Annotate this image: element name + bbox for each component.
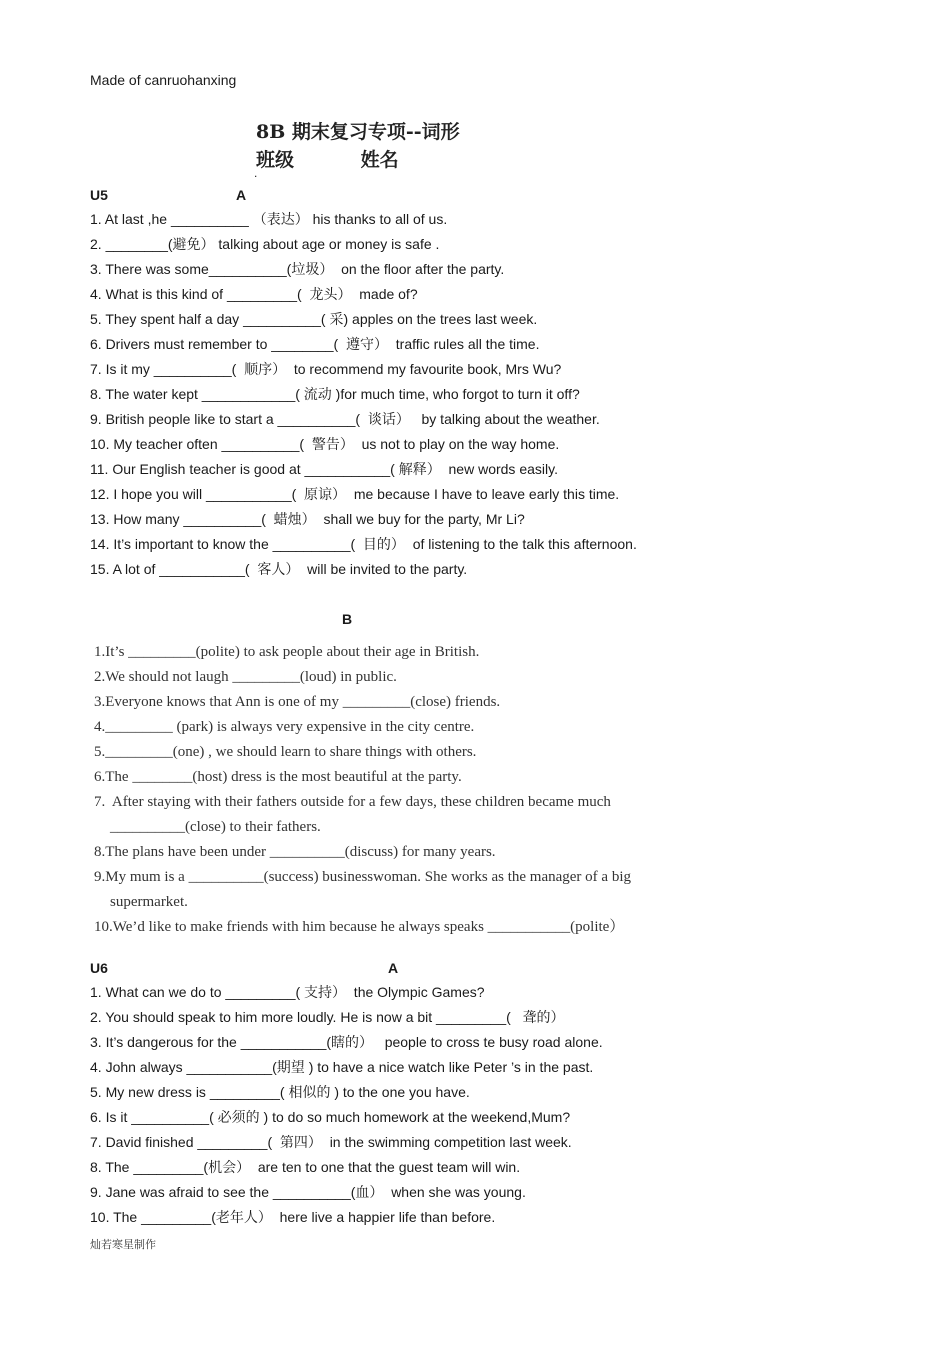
title-line: 8B 期末复习专项--词形	[256, 121, 460, 143]
unit-label: U6	[90, 960, 108, 976]
question-item-continued: supermarket.	[110, 894, 188, 910]
question-item: 9.My mum is a __________(success) businesswoman. She works as the manager of a big	[94, 869, 631, 885]
question-item: 5. My new dress is _________( 相似的 ) to the one you have.	[90, 1084, 470, 1100]
question-item: 1.It’s _________(polite) to ask people about their age in British.	[94, 644, 480, 660]
question-item: 15. A lot of ___________( 客人） will be invited to the party.	[90, 561, 468, 577]
question-item: 4. John always ___________(期望 ) to have a nice watch like Peter ’s in the past.	[90, 1059, 594, 1075]
part-a-label: A	[236, 187, 247, 203]
question-item: 4._________ (park) is always very expensive in the city centre.	[94, 719, 475, 735]
part-a-label: A	[388, 960, 399, 976]
question-item: 3. It’s dangerous for the ___________(瞎的） people to cross te busy road alone.	[90, 1034, 603, 1050]
question-item: 10. My teacher often __________( 警告） us not to play on the way home.	[90, 436, 560, 452]
stray-dot: .	[254, 166, 258, 180]
question-item: 12. I hope you will ___________( 原谅） me because I have to leave early this time.	[90, 486, 620, 502]
unit-label: U5	[90, 187, 108, 203]
question-item-continued: __________(close) to their fathers.	[110, 819, 321, 835]
u5-part-b-questions	[94, 640, 631, 940]
question-item: 1. At last ,he __________ （表达） his thanks to all of us.	[90, 211, 448, 227]
question-item: 3. There was some__________(垃圾） on the floor after the party.	[90, 261, 505, 277]
class-label: 班级	[256, 149, 295, 171]
question-item: 10.We’d like to make friends with him because he always speaks ___________(polite）	[94, 919, 625, 935]
question-item: 6. Drivers must remember to ________( 遵守） traffic rules all the time.	[90, 336, 540, 352]
question-item: 7. After staying with their fathers outside for a few days, these children became much	[94, 794, 611, 810]
question-item: 5._________(one) , we should learn to share things with others.	[94, 744, 477, 760]
header-note: Made of canruohanxing	[90, 72, 237, 88]
question-item: 7. David finished _________( 第四） in the swimming competition last week.	[90, 1134, 572, 1150]
u5-part-a-questions	[90, 207, 637, 582]
question-item: 3.Everyone knows that Ann is one of my _________(close) friends.	[94, 694, 501, 710]
question-item: 8.The plans have been under __________(discuss) for many years.	[94, 844, 496, 860]
title-labels	[256, 146, 460, 174]
unit-u6-header	[90, 960, 399, 976]
question-item: 8. The _________(机会） are ten to one that the guest team will win.	[90, 1159, 521, 1175]
question-item: 9. British people like to start a __________( 谈话） by talking about the weather.	[90, 411, 600, 427]
question-item: 5. They spent half a day __________( 采) apples on the trees last week.	[90, 311, 538, 327]
question-item: 4. What is this kind of _________( 龙头） made of?	[90, 286, 418, 302]
question-item: 2. ________(避免） talking about age or money is safe .	[90, 236, 440, 252]
footer-note: 灿若寒星制作	[90, 1239, 156, 1251]
question-item: 2.We should not laugh _________(loud) in public.	[94, 669, 397, 685]
question-item: 2. You should speak to him more loudly. He is now a bit _________( 聋的）	[90, 1009, 565, 1025]
question-item: 11. Our English teacher is good at ___________( 解释） new words easily.	[90, 461, 558, 477]
question-item: 1. What can we do to _________( 支持） the Olympic Games?	[90, 984, 485, 1000]
question-item: 8. The water kept ____________( 流动 )for much time, who forgot to turn it off?	[90, 386, 580, 402]
part-b-header: B	[342, 611, 353, 627]
question-item: 6.The ________(host) dress is the most beautiful at the party.	[94, 769, 462, 785]
u6-part-a-questions	[90, 980, 603, 1230]
question-item: 10. The _________(老年人） here live a happier life than before.	[90, 1209, 496, 1225]
question-item: 14. It’s important to know the __________( 目的） of listening to the talk this afternoon.	[90, 536, 637, 552]
question-item: 7. Is it my __________( 顺序） to recommend my favourite book, Mrs Wu?	[90, 361, 562, 377]
question-item: 6. Is it __________( 必须的 ) to do so much homework at the weekend,Mum?	[90, 1109, 571, 1125]
worksheet-title	[256, 118, 460, 174]
name-label: 姓名	[360, 149, 399, 171]
unit-u5-header	[90, 187, 247, 203]
question-item: 9. Jane was afraid to see the __________(血） when she was young.	[90, 1184, 526, 1200]
question-item: 13. How many __________( 蜡烛） shall we buy for the party, Mr Li?	[90, 511, 525, 527]
